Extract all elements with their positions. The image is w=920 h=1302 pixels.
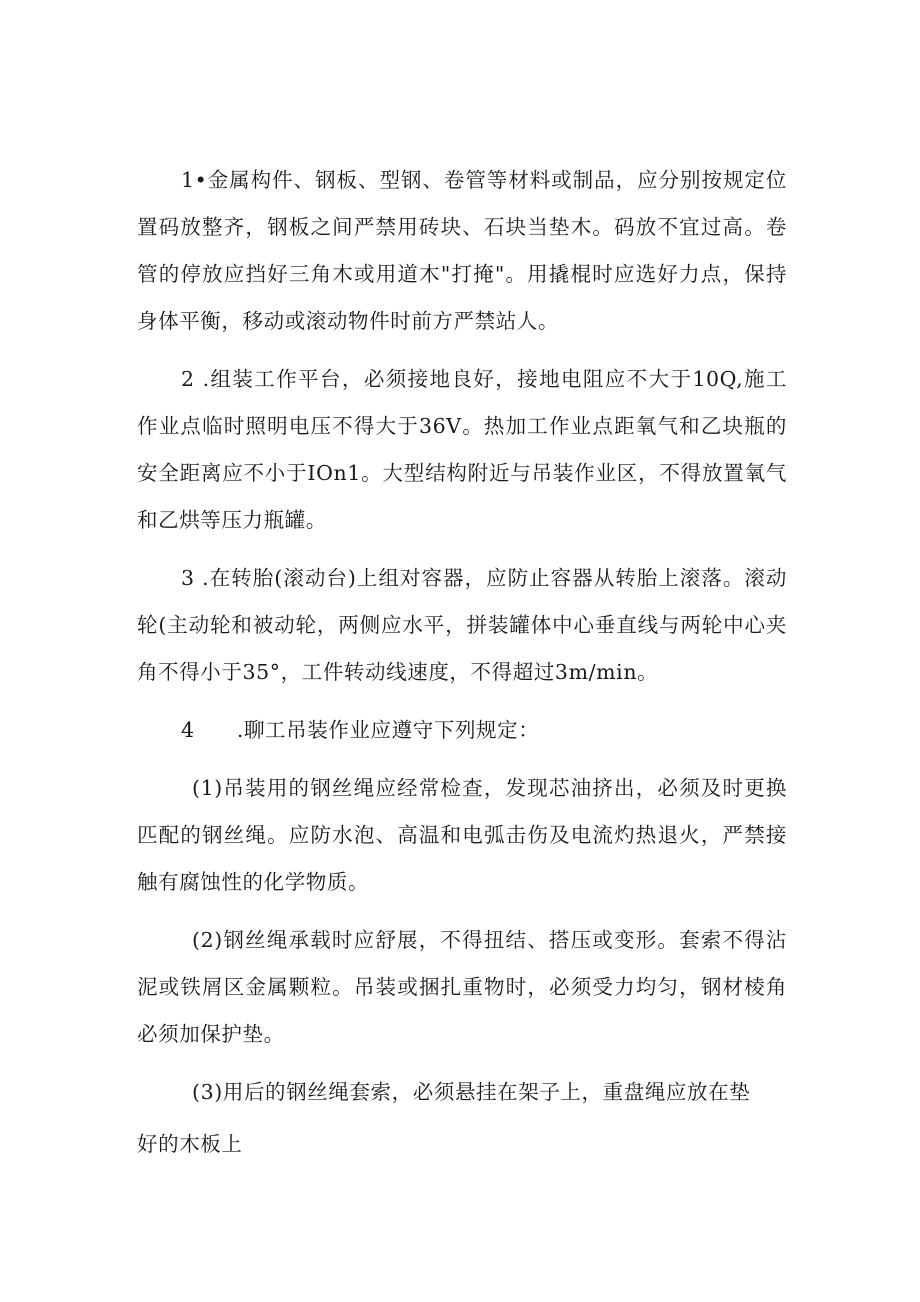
paragraph-4: 4 .聊工吊装作业应遵守下列规定： — [181, 718, 540, 742]
paragraph-4-item-1: (1)吊装用的钢丝绳应经常检查，发现芯油挤出，必须及时更换匹配的钢丝绳。应防水泡、高温和电弧击伤及电流灼热退火，严禁接触有腐蚀性的化学物质。 — [137, 776, 787, 894]
document-body — [137, 157, 787, 1179]
paragraph-4-item-2: (2)钢丝绳承载时应舒展，不得扭结、搭压或变形。套索不得沾泥或铁屑区金属颗粒。吊装或捆扎重物时，必须受力均匀，钢材棱角必须加保护垫。 — [137, 928, 787, 1046]
paragraph-4-item-3: (3)用后的钢丝绳套索，必须悬挂在架子上，重盘绳应放在垫 — [192, 1080, 751, 1104]
paragraph-1: 1•金属构件、钢板、型钢、卷管等材料或制品，应分别按规定位置码放整齐，钢板之间严禁用砖块、石块当垫木。码放不宜过高。卷管的停放应挡好三角木或用道木"打掩"。用撬棍时应选好力点，保持身体平衡，移动或滚动物件时前方严禁站人。 — [137, 168, 787, 333]
paragraph-3: 3 .在转胎(滚动台)上组对容器，应防止容器从转胎上滚落。滚动轮(主动轮和被动轮，两侧应水平，拼装罐体中心垂直线与两轮中心夹角不得小于35°，工件转动线速度，不得超过3m/min。 — [137, 566, 787, 684]
paragraph-4-item-3-continuation: 好的木板上 — [137, 1132, 243, 1156]
paragraph-2: 2 .组装工作平台，必须接地良好，接地电阻应不大于10Q,施工作业点临时照明电压不得大于36V。热加工作业点距氧气和乙块瓶的安全距离应不小于IOn1。大型结构附近与吊装作业区，不得放置氧气和乙烘等压力瓶罐。 — [137, 367, 787, 532]
